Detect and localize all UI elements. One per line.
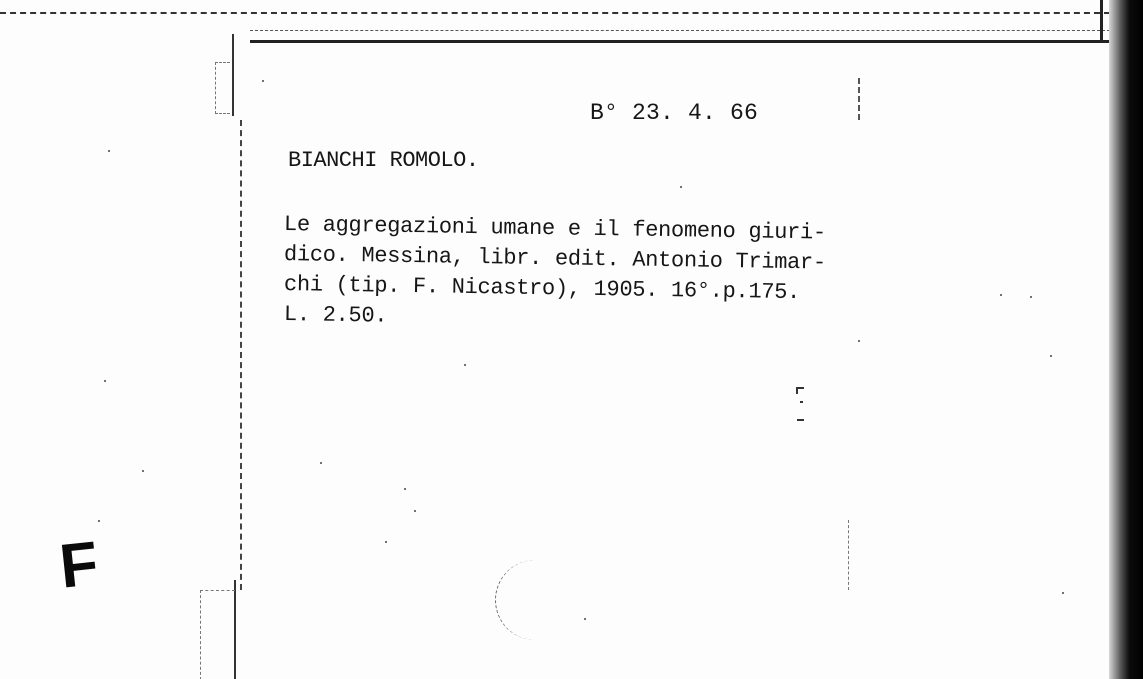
scan-speck (108, 150, 110, 152)
scan-speck (1000, 294, 1002, 296)
card-right-tick-mark-bottom (848, 520, 849, 590)
scan-speck (385, 541, 387, 543)
card-top-dashed-edge (0, 12, 1110, 14)
description-line: chi (tip. F. Nicastro), 1905. 16°.p.175. (283, 272, 801, 306)
stamp-letter-mark: F (56, 529, 100, 602)
faint-arc-mark (495, 560, 536, 640)
card-right-tick-mark (858, 78, 860, 120)
description-line: dico. Messina, libr. edit. Antonio Trimar- (283, 242, 827, 276)
bracket-pencil-mark (794, 384, 806, 428)
card-top-dotted-line (250, 30, 1110, 31)
author-heading: BIANCHI ROMOLO. (288, 148, 479, 173)
card-left-edge-top (232, 34, 234, 116)
scan-speck (98, 520, 100, 522)
scan-speck (404, 488, 406, 490)
description-line: Le aggregazioni umane e il fenomeno giuri- (283, 212, 827, 246)
card-left-clip-bottom (200, 590, 235, 679)
scan-speck (1050, 355, 1052, 357)
scan-speck (414, 510, 416, 512)
scan-right-edge-line (1100, 0, 1103, 40)
scan-speck (1062, 592, 1064, 594)
shelfmark: B° 23. 4. 66 (590, 100, 759, 126)
card-left-dashed-edge (240, 120, 242, 590)
scan-right-dark-edge (1109, 0, 1143, 679)
card-left-clip-top (215, 62, 230, 114)
scan-speck (464, 364, 466, 366)
scan-speck (584, 618, 586, 620)
scan-speck (1030, 296, 1032, 298)
scan-speck (680, 186, 682, 188)
scan-speck (142, 470, 144, 472)
scan-speck (320, 462, 322, 464)
scan-speck (104, 380, 106, 382)
scan-speck (262, 80, 264, 82)
card-top-rule (250, 40, 1110, 43)
description-line: L. 2.50. (283, 302, 388, 329)
scan-speck (858, 340, 860, 342)
